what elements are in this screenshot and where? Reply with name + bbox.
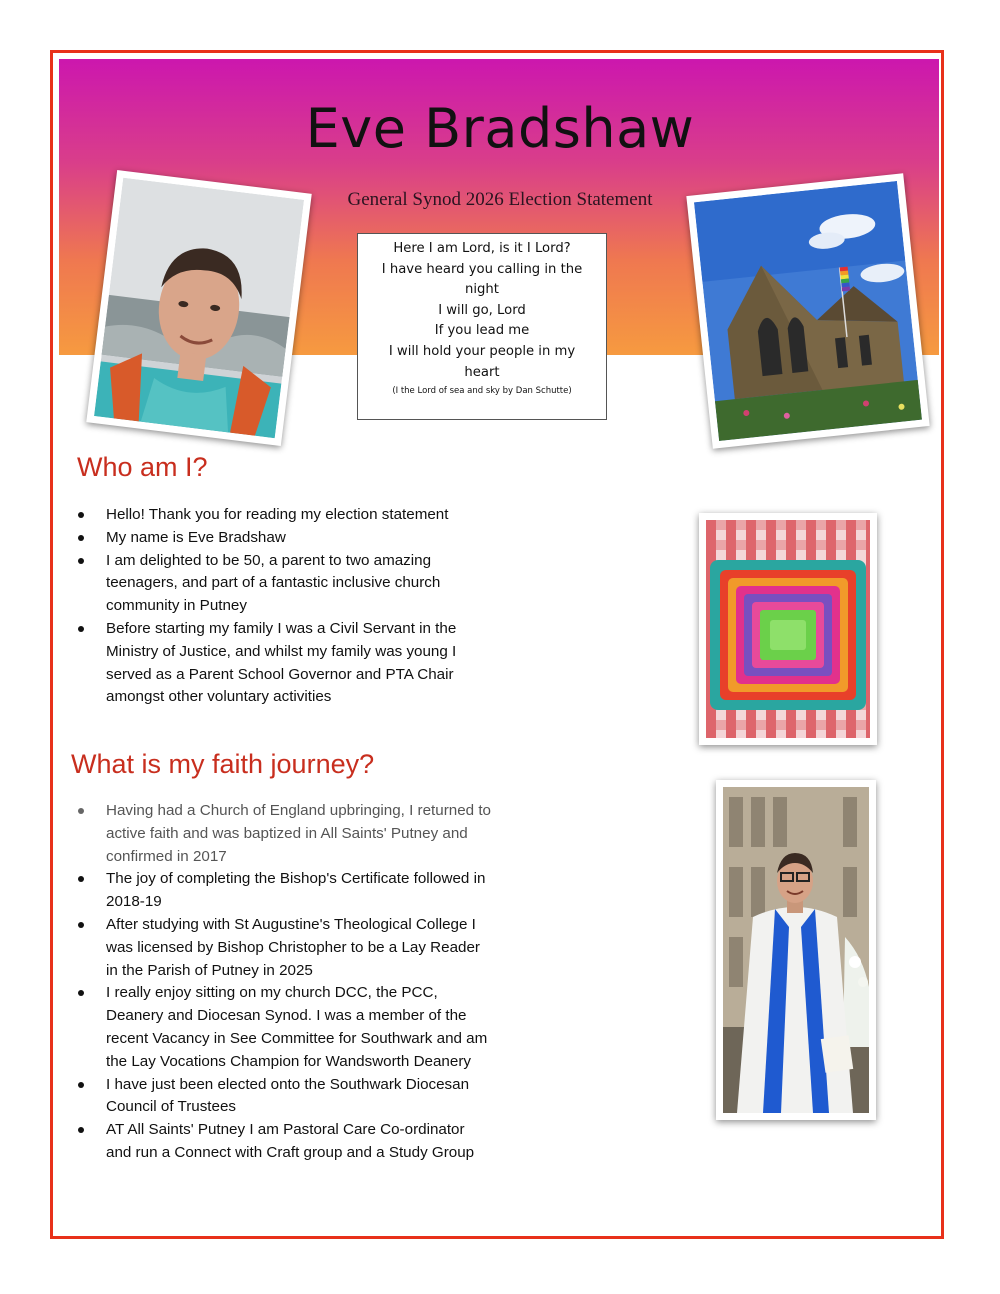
- list-item: [53, 982, 543, 1073]
- list-item-line: in the Parish of Putney in 2025: [106, 961, 313, 979]
- list-item: [53, 1119, 543, 1165]
- bullet-icon: [78, 922, 84, 928]
- hymn-line: If you lead me: [434, 323, 530, 339]
- statement-subtitle: General Synod 2026 Election Statement: [347, 189, 653, 210]
- list-item-line: Deanery and Diocesan Synod. I was a member of the: [106, 1007, 467, 1025]
- list-item-line: confirmed in 2017: [106, 847, 227, 865]
- bullet-icon: [78, 626, 84, 632]
- faith-journey-heading: What is my faith journey?: [71, 749, 375, 779]
- list-item-line: AT All Saints' Putney I am Pastoral Care Co-ordinator: [106, 1121, 465, 1139]
- list-item-line: My name is Eve Bradshaw: [106, 528, 286, 546]
- list-item-line: I really enjoy sitting on my church DCC, the PCC,: [106, 984, 438, 1002]
- lay-reader-image: [723, 787, 869, 1113]
- hymn-line: I will hold your people in my: [388, 343, 576, 359]
- lay-reader-photo: [716, 780, 876, 1120]
- list-item-line: teenagers, and part of a fantastic inclusive church: [106, 574, 441, 592]
- list-item-line: Hello! Thank you for reading my election statement: [106, 506, 449, 523]
- list-item-line: active faith and was baptized in All Saints' Putney and: [106, 824, 468, 842]
- list-item-line: and run a Connect with Craft group and a Study Group: [106, 1143, 475, 1161]
- list-item-line: After studying with St Augustine's Theological College I: [106, 915, 476, 933]
- portrait-photo: [86, 170, 311, 446]
- hymn-line: I will go, Lord: [438, 302, 526, 318]
- bullet-icon: [78, 876, 84, 882]
- list-item-line: Before starting my family I was a Civil Servant in the: [106, 619, 457, 637]
- church-image: [694, 181, 922, 441]
- hymn-quote-box: [357, 233, 607, 420]
- list-item-line: Ministry of Justice, and whilst my family was young I: [106, 642, 457, 660]
- list-item-line: The joy of completing the Bishop's Certificate followed in: [106, 870, 486, 888]
- list-item-line: community in Putney: [106, 597, 247, 615]
- bullet-icon: [78, 808, 84, 814]
- bullet-icon: [78, 535, 84, 541]
- hymn-credit: (I the Lord of sea and sky by Dan Schutte): [392, 386, 572, 397]
- list-item: [53, 527, 543, 550]
- who-am-i-heading: Who am I?: [77, 452, 208, 482]
- list-item-line: Council of Trustees: [106, 1098, 236, 1116]
- list-item: [53, 550, 543, 618]
- bullet-icon: [78, 558, 84, 564]
- hymn-line: I have heard you calling in the: [381, 261, 583, 277]
- bullet-icon: [78, 512, 84, 518]
- candidate-name: Eve Bradshaw: [305, 97, 695, 160]
- who-am-i-list: [53, 504, 543, 709]
- list-item: [53, 800, 543, 868]
- church-photo: [686, 173, 929, 448]
- list-item: [53, 914, 543, 982]
- list-item: [53, 1074, 543, 1120]
- list-item-line: Having had a Church of England upbringing, I returned to: [106, 802, 492, 819]
- list-item: [53, 868, 543, 914]
- faith-journey-list: [53, 800, 543, 1165]
- list-item-line: served as a Parent School Governor and PTA Chair: [106, 665, 454, 683]
- list-item-line: amongst other voluntary activities: [106, 688, 332, 706]
- crochet-image: [706, 520, 870, 738]
- list-item-line: 2018-19: [106, 893, 162, 911]
- list-item-line: the Lay Vocations Champion for Wandsworth Deanery: [106, 1052, 471, 1070]
- list-item: [53, 504, 543, 527]
- hymn-line: heart: [464, 364, 500, 380]
- list-item-line: was licensed by Bishop Christopher to be a Lay Reader: [106, 938, 480, 956]
- bullet-icon: [78, 990, 84, 996]
- list-item: [53, 618, 543, 709]
- statement-page: [50, 50, 944, 1239]
- list-item-line: I have just been elected onto the Southwark Diocesan: [106, 1075, 470, 1093]
- portrait-image: [94, 178, 304, 438]
- bullet-icon: [78, 1127, 84, 1133]
- bullet-icon: [78, 1082, 84, 1088]
- list-item-line: recent Vacancy in See Committee for Southwark and am: [106, 1029, 488, 1047]
- crochet-photo: [699, 513, 877, 745]
- list-item-line: I am delighted to be 50, a parent to two amazing: [106, 551, 432, 569]
- hymn-line: Here I am Lord, is it I Lord?: [393, 241, 571, 256]
- hymn-line: night: [465, 282, 499, 298]
